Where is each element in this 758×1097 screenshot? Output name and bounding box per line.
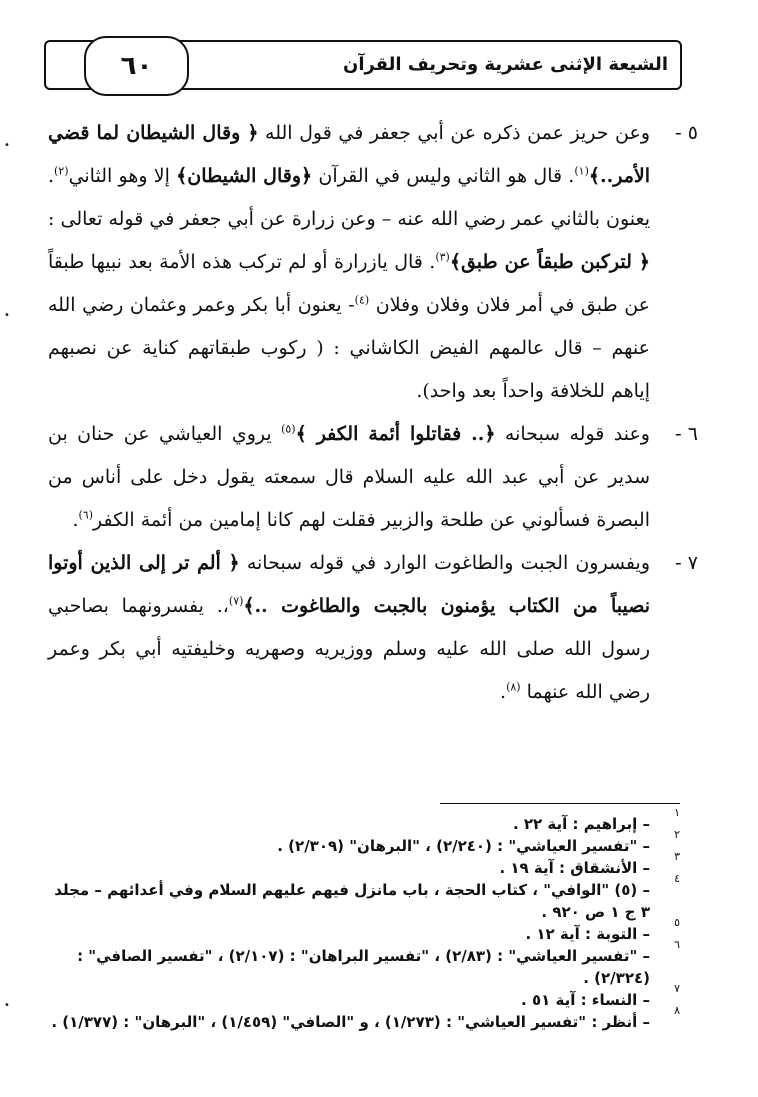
page-number: ٦٠ xyxy=(120,51,153,81)
text-run: وعند قوله سبحانه xyxy=(495,423,650,445)
item-paragraph xyxy=(48,542,650,714)
footnote-number: ٥ xyxy=(674,916,680,929)
footnote-ref[interactable]: (١) xyxy=(574,164,589,178)
footnote-number: ٣ xyxy=(674,850,680,863)
footnote xyxy=(40,872,680,923)
item-paragraph xyxy=(48,112,650,413)
footnote xyxy=(40,982,680,1011)
footnote xyxy=(40,850,680,879)
text-run: وعن حريز عمن ذكره عن أبي جعفر في قول الله xyxy=(258,122,650,144)
item-number: ٦ - xyxy=(674,423,698,445)
footnote-number: ٨ xyxy=(674,1004,680,1017)
footnote-ref[interactable]: (٢) xyxy=(54,164,69,178)
text-run: . قال هو الثاني وليس في القرآن xyxy=(312,165,575,187)
list-item-5 xyxy=(48,112,698,413)
footnote xyxy=(40,938,680,989)
list-item-7 xyxy=(48,542,698,714)
scan-mark: • xyxy=(4,310,10,321)
quran-quote: ﴿ لتركبن طبقاً عن طبق﴾ xyxy=(449,251,650,273)
footnote-text: – أنظر : "تفسير العياشي" : (١/٢٧٣) ، و "الصافي" (١/٤٥٩) ، "البرهان" : (١/٣٧٧) . xyxy=(51,1013,650,1031)
footnote xyxy=(40,916,680,945)
page-number-box xyxy=(84,36,189,96)
scan-mark: • xyxy=(4,1000,10,1011)
footnote-ref[interactable]: (٦) xyxy=(78,508,93,522)
item-number: ٧ - xyxy=(674,552,698,574)
text-run: . xyxy=(72,509,79,531)
text-run: . قال يازرارة أو لم تركب هذه الأمة بعد نبيها طبقاً عن طبق في أمر فلان وفلان وفلان xyxy=(48,251,651,316)
scan-mark: • xyxy=(4,140,10,151)
footnote-number: ٢ xyxy=(674,828,680,841)
text-run: . xyxy=(500,681,507,703)
text-run: يروي العياشي عن حنان بن سدير عن أبي عبد الله عليه السلام قال سمعته يقول دخل على أناس من البصرة فسألوني عن طلحة والزبير فقلت لهم كانا إمامين من أئمة الكفر xyxy=(48,423,650,531)
footnote-ref[interactable]: (٥) xyxy=(281,422,296,436)
quran-quote: ﴿وقال الشيطان﴾ xyxy=(176,165,313,187)
item-paragraph xyxy=(48,413,650,542)
item-number: ٥ - xyxy=(674,122,698,144)
quran-quote: ﴿.. فقاتلوا أئمة الكفر ﴾ xyxy=(295,423,496,445)
footnote-text: – التوبة : آية ١٢ . xyxy=(525,925,650,943)
footnote-ref[interactable]: (٤) xyxy=(354,293,370,307)
footnote-ref[interactable]: (٣) xyxy=(435,250,450,264)
footnote-ref[interactable]: (٨) xyxy=(506,680,521,694)
footnote xyxy=(40,828,680,857)
text-run: ويفسرون الجبت والطاغوت الوارد في قوله سبحانه xyxy=(239,552,650,574)
footnote xyxy=(40,806,680,835)
text-run: . يعنون بالثاني عمر رضي الله عنه – وعن زرارة عن أبي جعفر في قوله تعالى : xyxy=(48,165,650,230)
footnote-text: – "تفسير العياشي" : (٢/٨٣) ، "تفسير البراهان" : (٢/١٠٧) ، "تفسير الصافي" : (٢/٣٢٤) . xyxy=(77,947,650,987)
footnote-separator xyxy=(440,803,680,804)
footnote-text: – النساء : آية ٥١ . xyxy=(521,991,650,1009)
text-run: - يعنون أبا بكر وعمر وعثمان رضي الله عنهم – قال عالمهم الفيض الكاشاني : ( ركوب طبقاتهم كناية عن نصبهم إياهم للخلافة واحداً بعد واحد). xyxy=(48,294,650,402)
quran-quote: ﴿ ألم تر إلى الذين أوتوا نصيباً من الكتاب يؤمنون بالجبت والطاغوت ..﴾ xyxy=(48,552,650,617)
body-text xyxy=(48,112,698,714)
text-run: ،. يفسرونهما بصاحبي رسول الله صلى الله عليه وسلم ووزيريه وصهريه وخليفتيه أبي بكر وعمر رضي الله عنهما xyxy=(48,595,650,703)
footnote-text: – إبراهيم : آية ٢٢ . xyxy=(512,815,650,833)
running-title: الشيعة الإثنى عشرية وتحريف القرآن xyxy=(342,54,668,75)
footnote-text: – "تفسير العياشي" : (٢/٢٤٠) ، "البرهان" (٢/٣٠٩) . xyxy=(277,837,650,855)
page-header xyxy=(44,40,682,90)
footnote-number: ١ xyxy=(674,806,680,819)
footnote-text: – (٥) "الوافي" ، كتاب الحجة ، باب مانزل فيهم عليهم السلام وفي أعدائهم – مجلد ٣ ج ١ ص ٩٢٠ . xyxy=(54,881,650,921)
footnote-number: ٤ xyxy=(674,872,680,885)
quran-quote: ﴿ وقال الشيطان لما قضي الأمر..﴾ xyxy=(48,122,651,187)
footnotes xyxy=(40,806,680,1033)
text-run: إلا وهو الثاني xyxy=(68,165,177,187)
list-item-6 xyxy=(48,413,698,542)
footnote-number: ٧ xyxy=(674,982,680,995)
footnote xyxy=(40,1004,680,1033)
footnote-number: ٦ xyxy=(674,938,680,951)
footnote-ref[interactable]: (٧) xyxy=(228,594,244,608)
footnote-text: – الأنشقاق : آية ١٩ . xyxy=(499,859,650,877)
